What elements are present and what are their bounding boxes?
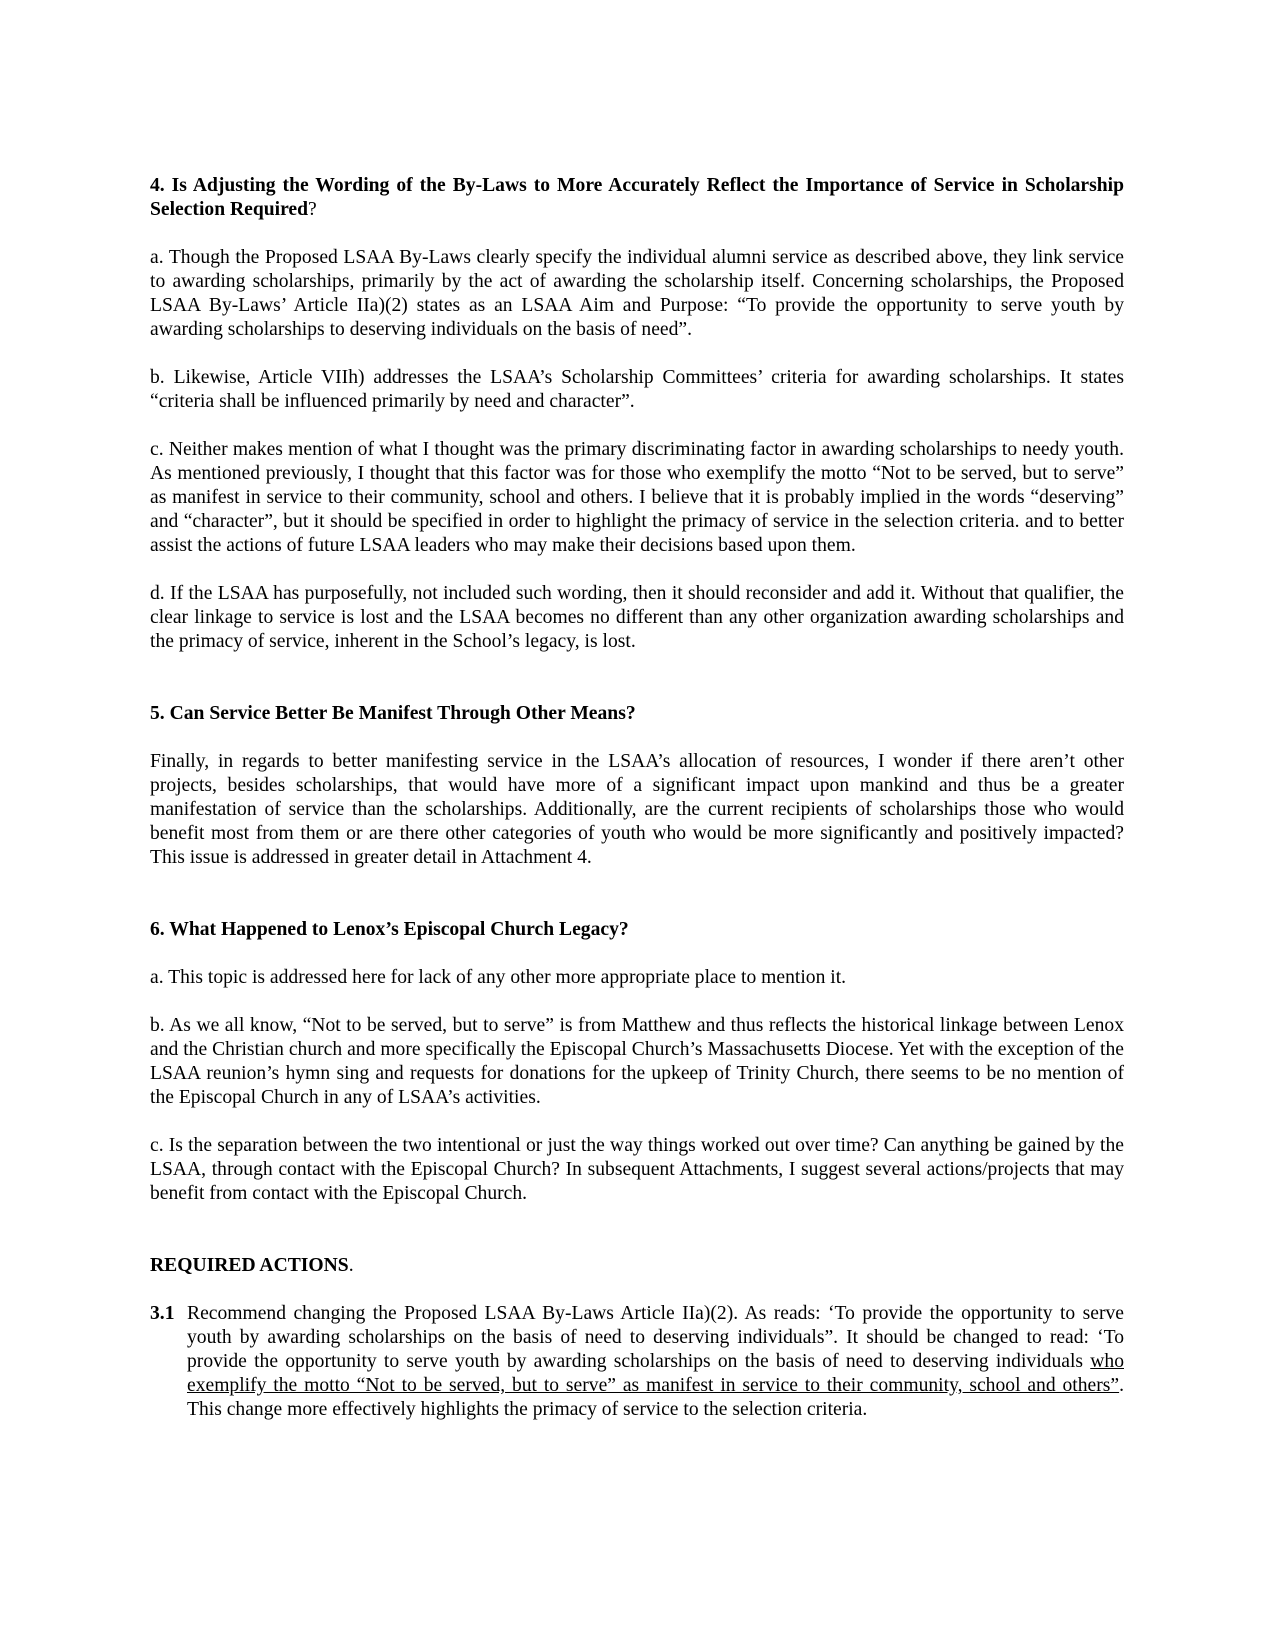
document-page [150, 174, 1124, 1422]
required-action-number: 3.1 [150, 1303, 175, 1324]
section-4-paragraph-a: a. Though the Proposed LSAA By-Laws clearly specify the individual alumni service as described above, they link service to awarding scholarships, primarily by the act of awarding the scholarship itself. Concerning scholarships, the Proposed LSAA By-Laws’ Article IIa)(2) states as an LSAA Aim and Purpose: “To provide the opportunity to serve youth by awarding scholarships to deserving individuals on the basis of need”. [150, 247, 1124, 340]
required-action-item [150, 1302, 1124, 1422]
section-4-heading-tail: ? [308, 199, 317, 220]
required-action-text-before: Recommend changing the Proposed LSAA By-Laws Article IIa)(2). As reads: ‘To provide the opportunity to serve youth by awarding scholarships on the basis of need to deserving individuals”. It should be changed to read: ‘To provide the opportunity to serve youth by awarding scholarships on the basis of need to deserving individuals [187, 1303, 1124, 1372]
required-actions-heading-text: REQUIRED ACTIONS [150, 1255, 349, 1276]
section-4-paragraph-d: d. If the LSAA has purposefully, not included such wording, then it should reconsider and add it. Without that qualifier, the clear linkage to service is lost and the LSAA becomes no different than any other organization awarding scholarships and the primacy of service, inherent in the School’s legacy, is lost. [150, 583, 1124, 652]
required-actions-heading-tail: . [348, 1255, 354, 1276]
required-actions-heading [150, 1254, 1124, 1278]
section-6-paragraph-b: b. As we all know, “Not to be served, but to serve” is from Matthew and thus reflects the historical linkage between Lenox and the Christian church and more specifically the Episcopal Church’s Massachusetts Diocese. Yet with the exception of the LSAA reunion’s hymn sing and requests for donations for the upkeep of Trinity Church, there seems to be no mention of the Episcopal Church in any of LSAA’s activities. [150, 1015, 1124, 1108]
section-6-paragraph-a: a. This topic is addressed here for lack of any other more appropriate place to mention it. [150, 967, 847, 988]
section-5-heading: 5. Can Service Better Be Manifest Through Other Means? [150, 703, 636, 724]
section-6-heading: 6. What Happened to Lenox’s Episcopal Church Legacy? [150, 919, 629, 940]
required-action-text-after: . This change more effectively highlights the primacy of service to the selection criteria. [187, 1375, 1124, 1420]
section-4-paragraph-b: b. Likewise, Article VIIh) addresses the LSAA’s Scholarship Committees’ criteria for awarding scholarships. It states “criteria shall be influenced primarily by need and character”. [150, 367, 1124, 412]
section-5-paragraph: Finally, in regards to better manifesting service in the LSAA’s allocation of resources, I wonder if there aren’t other projects, besides scholarships, that would have more of a significant impact upon mankind and thus be a greater manifestation of service than the scholarships. Additionally, are the current recipients of scholarships those who would benefit most from them or are there other categories of youth who would be more significantly and positively impacted? This issue is addressed in greater detail in Attachment 4. [150, 751, 1124, 868]
section-4-paragraph-c: c. Neither makes mention of what I thought was the primary discriminating factor in awarding scholarships to needy youth. As mentioned previously, I thought that this factor was for those who exemplify the motto “Not to be served, but to serve” as manifest in service to their community, school and others. I believe that it is probably implied in the words “deserving” and “character”, but it should be specified in order to highlight the primacy of service in the selection criteria. and to better assist the actions of future LSAA leaders who may make their decisions based upon them. [150, 439, 1124, 556]
required-action-text-underlined: who exemplify the motto “Not to be served, but to serve” as manifest in service to their community, school and others” [187, 1351, 1124, 1396]
section-4-heading [150, 174, 1124, 222]
section-4-heading-text: 4. Is Adjusting the Wording of the By-Laws to More Accurately Reflect the Importance of Service in Scholarship Selection Required [150, 175, 1124, 220]
section-6-paragraph-c: c. Is the separation between the two intentional or just the way things worked out over time? Can anything be gained by the LSAA, through contact with the Episcopal Church? In subsequent Attachments, I suggest several actions/projects that may benefit from contact with the Episcopal Church. [150, 1135, 1124, 1204]
